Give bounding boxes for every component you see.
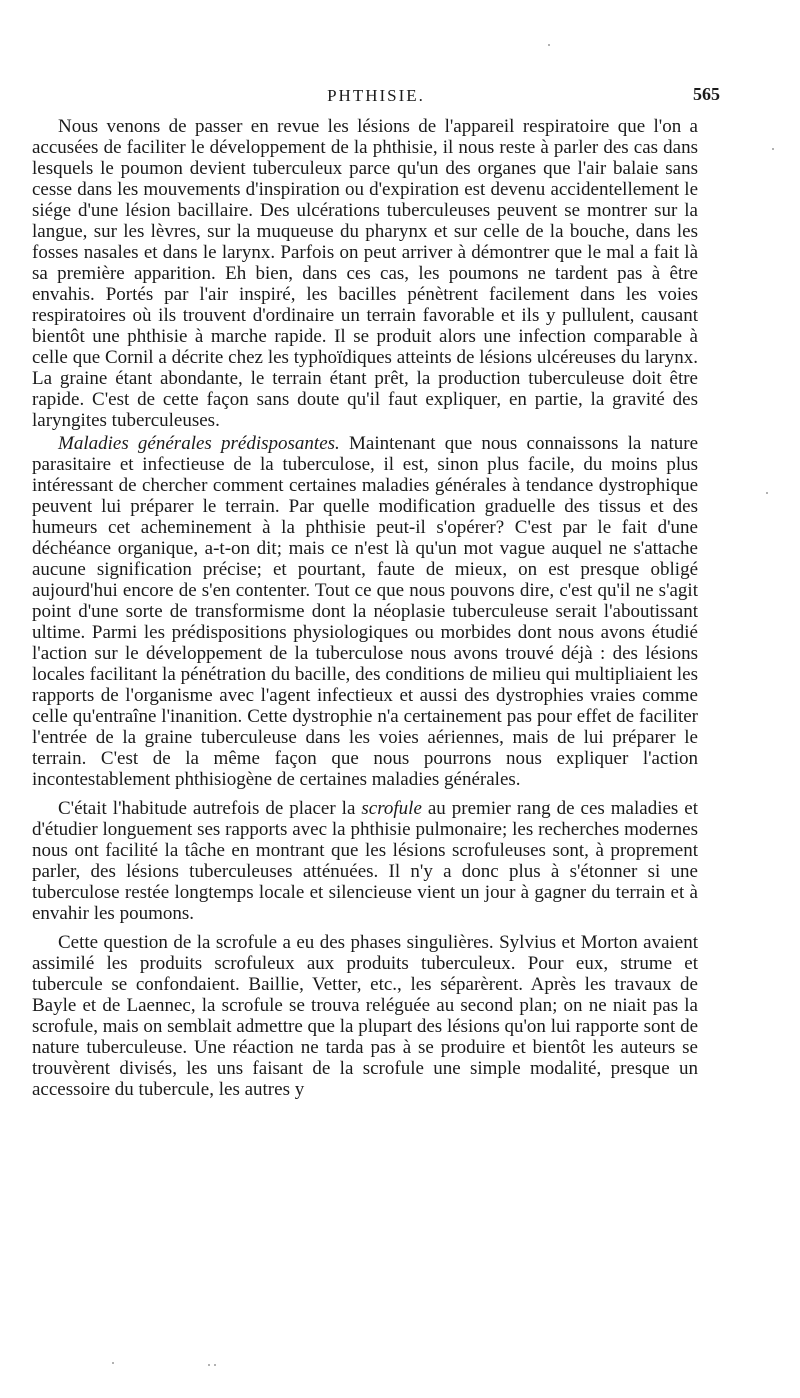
paragraph-text: Maintenant que nous connaissons la nature parasitaire et infectieuse de la tuberculose, il est, sinon plus facile, du moins plus intéressant de chercher comment certaines maladies générales à tendance dystrophique peuvent lui préparer le terrain. Par quelle modification graduelle des tissus et des humeurs cet acheminement à la phthisie peut-il s'opérer? C'est par le fait d'une déchéance organique, a-t-on dit; mais ce n'est là qu'un mot vague auquel ne s'attache aucune signification précise; et pourtant, faute de mieux, on est presque obligé aujourd'hui encore de s'en contenter. Tout ce que nous pouvons dire, c'est qu'il ne s'agit point d'une sorte de transformisme dont la néoplasie tuberculeuse serait l'aboutissant ultime. Parmi les prédispositions physiologiques ou morbides dont nous avons étudié l'action sur le développement de la tuberculose nous avons trouvé déjà : des lésions locales facilitant la pénétration du bacille, des conditions de milieu qui multipliaient les rapports de l'organisme avec l'agent infectieux et aussi des dystrophies vraies comme celle qu'entraîne l'inanition. Cette dystrophie n'a certainement pas pour effet de faciliter l'entrée de la graine tuberculeuse dans les voies aériennes, mais de lui préparer le terrain. C'est de la même façon que nous pourrons nous expliquer l'action incontestablement phthisiogène de certaines maladies générales. [32, 433, 698, 790]
paragraph-text: Nous venons de passer en revue les lésions de l'appareil respiratoire que l'on a accusées de faciliter le développement de la phthisie, il nous reste à parler des cas dans lesquels le poumon devient tuberculeux parce qu'un des organes que l'air balaie sans cesse dans les mouvements d'inspiration ou d'expiration est devenu accidentellement le siége d'une lésion bacillaire. Des ulcérations tuberculeuses peuvent se montrer sur la langue, sur les lèvres, sur la muqueuse du pharynx et sur celle de la bouche, dans les fosses nasales et dans le larynx. Parfois on peut arriver à démontrer que le mal a fait là sa première apparition. Eh bien, dans ces cas, les poumons ne tardent pas à être envahis. Portés par l'air inspiré, les bacilles pénètrent facilement dans les voies respiratoires où ils trouvent d'ordinaire un terrain favorable et ils y pullulent, causant bientôt une phthisie à marche rapide. Il se produit alors une infection comparable à celle que Cornil a décrite chez les typhoïdiques atteints de lésions ulcéreuses du larynx. La graine étant abondante, le terrain étant prêt, la production tuberculeuse doit être rapide. C'est de cette façon sans doute qu'il faut expliquer, en partie, la gravité des laryngites tuberculeuses. [32, 116, 698, 431]
paper-speck [208, 1364, 210, 1366]
page-number: 565 [693, 84, 720, 104]
running-head [32, 84, 720, 112]
emphasis-scrofule: scrofule [361, 798, 422, 819]
paragraph-text-before: C'était l'habitude autrefois de placer la [58, 798, 362, 819]
paragraph-scrofule [32, 798, 698, 924]
paper-speck [772, 148, 774, 150]
paragraph-maladies-generales [32, 433, 698, 790]
paper-speck [112, 1362, 114, 1364]
paragraph-question-scrofule [32, 932, 698, 1100]
paper-speck [214, 1364, 216, 1366]
paragraph-text: Cette question de la scrofule a eu des phases singulières. Sylvius et Morton avaient assimilé les produits scrofuleux aux produits tuberculeux. Pour eux, strume et tubercule se confondaient. Baillie, Vetter, etc., les séparèrent. Après les travaux de Bayle et de Laennec, la scrofule se trouva reléguée au second plan; on ne niait pas la scrofule, mais on semblait admettre que la plupart des lésions qu'on lui rapporte sont de nature tuberculeuse. Une réaction ne tarda pas à se produire et bientôt les auteurs se trouvèrent divisés, les uns faisant de la scrofule une simple modalité, presque un accessoire du tubercule, les autres y [32, 932, 698, 1100]
paper-speck [766, 492, 768, 494]
paragraph-intro [32, 116, 698, 431]
running-title: PHTHISIE. [327, 86, 425, 105]
paper-speck [548, 44, 550, 46]
paragraph-text-after: au premier rang de ces maladies et d'étudier longuement ses rapports avec la phthisie pulmonaire; les recherches modernes nous ont facilité la tâche en montrant que les lésions scrofuleuses sont, à proprement parler, des lésions tuberculeuses atténuées. Il n'y a donc plus à s'étonner si une tuberculose restée longtemps locale et silencieuse vient un jour à gagner du terrain et à envahir les poumons. [32, 798, 698, 924]
section-lead: Maladies générales prédisposantes. [58, 433, 340, 454]
body-text [32, 116, 698, 1102]
